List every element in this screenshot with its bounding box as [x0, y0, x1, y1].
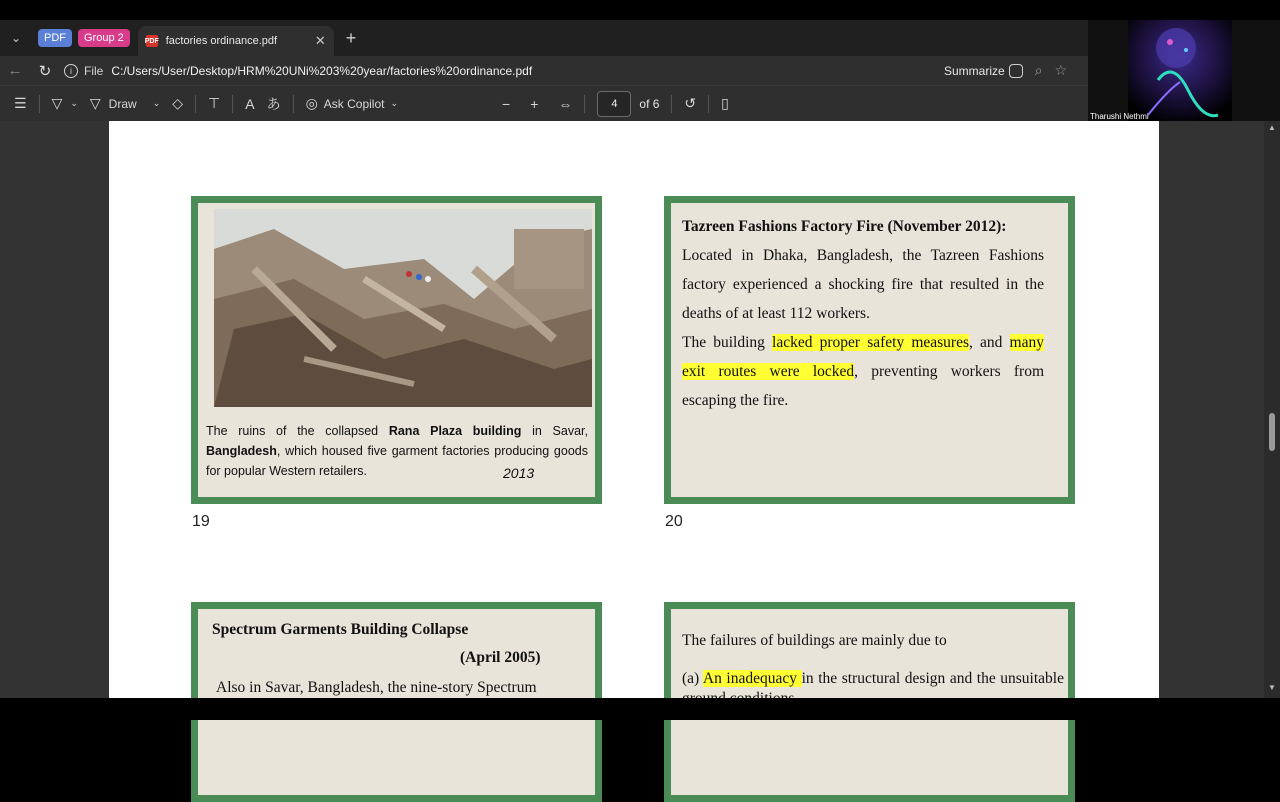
tab-group-pdf[interactable]: PDF	[38, 29, 72, 47]
paragraph-text: , preventing workers from escaping the fire.	[682, 363, 1044, 409]
failures-title: The failures of buildings are mainly due to	[682, 632, 947, 649]
participant-video	[1128, 20, 1232, 125]
draw-chevron-down-icon[interactable]: ⌄	[152, 98, 161, 108]
tab-strip	[0, 20, 1088, 56]
fit-to-width-icon[interactable]: ⇔	[558, 95, 573, 112]
video-call-overlay[interactable]	[1088, 20, 1280, 125]
paragraph-text: , and	[969, 334, 1010, 351]
screen-top-bar	[0, 0, 1280, 20]
participant-avatar-art	[1128, 20, 1232, 125]
new-tab-plus-icon[interactable]: +	[345, 27, 357, 48]
url-text[interactable]: C:/Users/User/Desktop/HRM%20UNi%203%20year/factories%20ordinance.pdf	[111, 63, 533, 78]
page-total-label: of 6	[639, 96, 660, 111]
item-text: in the structural design and the unsuitable	[801, 670, 1064, 687]
toolbar-divider	[708, 95, 709, 113]
tab-title: factories ordinance.pdf	[165, 35, 278, 47]
pdf-toolbar	[0, 85, 1088, 121]
pdf-page[interactable]	[109, 121, 1159, 698]
highlight-safety-measures[interactable]: lacked proper safety measures	[772, 334, 970, 351]
tab-actions-chevron-down-icon[interactable]: ⌄	[10, 31, 22, 45]
copilot-icon	[1009, 64, 1023, 78]
rana-plaza-ruins-image	[214, 209, 592, 407]
read-aloud-icon[interactable]: A	[245, 95, 255, 112]
spectrum-date: (April 2005)	[460, 649, 541, 666]
zoom-icon[interactable]: ⌕	[1034, 62, 1043, 78]
highlighter-icon: ▽	[51, 95, 63, 111]
participant-name: Tharushi Nethmi	[1090, 112, 1149, 121]
scrollbar-thumb[interactable]	[1269, 413, 1275, 451]
highlight-inadequacy[interactable]: An inadequacy	[702, 670, 802, 687]
page-number-20: 20	[665, 513, 683, 530]
scroll-up-icon[interactable]: ▲	[1268, 123, 1276, 132]
zoom-out-minus-icon[interactable]: −	[502, 95, 511, 112]
site-info-icon[interactable]: i	[64, 64, 78, 78]
rana-plaza-card	[191, 196, 602, 504]
page-number-19: 19	[192, 513, 210, 530]
scroll-down-icon[interactable]: ▼	[1268, 683, 1276, 692]
tazreen-title: Tazreen Fashions Factory Fire (November 2012):	[682, 218, 1007, 235]
highlight-exit-routes[interactable]: many exit routes were locked	[682, 334, 1044, 380]
spectrum-title: Spectrum Garments Building Collapse	[212, 621, 469, 638]
item-label: (a)	[682, 670, 703, 687]
highlight-chevron-down-icon[interactable]: ⌄	[70, 98, 78, 108]
address-bar	[0, 56, 1088, 85]
tazreen-paragraph-2	[682, 328, 1044, 415]
draw-label: Draw	[108, 96, 137, 111]
tab-close-icon[interactable]: ✕	[314, 33, 326, 48]
toolbar-divider	[39, 95, 40, 113]
tab-factories-ordinance[interactable]	[138, 26, 334, 56]
caption-bold-rana-plaza: Rana Plaza building	[388, 424, 522, 438]
caption-text: The ruins of the collapsed	[206, 424, 389, 438]
toolbar-divider	[232, 95, 233, 113]
rana-plaza-year: 2013	[503, 465, 535, 481]
ask-copilot-label: Ask Copilot	[323, 96, 385, 111]
tazreen-card	[664, 196, 1075, 504]
vertical-scrollbar[interactable]	[1264, 121, 1280, 698]
page-view-icon[interactable]: ▯	[721, 95, 729, 111]
favorite-star-icon[interactable]: ☆	[1054, 62, 1068, 78]
ask-copilot-button[interactable]	[300, 86, 404, 122]
summarize-button[interactable]	[944, 64, 1023, 78]
url-field[interactable]	[64, 59, 944, 83]
toolbar-divider	[293, 95, 294, 113]
caption-text: , which housed five garment factories producing goods for popular Western retailers.	[206, 444, 588, 478]
toolbar-divider	[584, 95, 585, 113]
summarize-label: Summarize	[944, 63, 1005, 78]
reload-icon[interactable]: ↻	[38, 62, 52, 80]
pen-icon: ▽	[89, 95, 101, 111]
add-text-icon[interactable]: ⊤	[208, 95, 221, 111]
toolbar-divider	[195, 95, 196, 113]
url-scheme-label: File	[84, 63, 104, 78]
copilot-icon: ◎	[305, 95, 318, 111]
caption-bold-bangladesh: Bangladesh	[206, 444, 277, 458]
draw-tool-button[interactable]	[84, 86, 166, 122]
eraser-icon[interactable]: ◇	[172, 95, 184, 111]
tab-group-2[interactable]: Group 2	[78, 29, 130, 47]
back-arrow-icon[interactable]: ←	[7, 62, 23, 79]
tazreen-body	[682, 241, 1044, 415]
toolbar-divider	[671, 95, 672, 113]
zoom-in-plus-icon[interactable]: +	[530, 95, 539, 112]
rotate-icon[interactable]: ↺	[684, 95, 697, 111]
caption-text: in Savar,	[521, 424, 588, 438]
translate-icon[interactable]: あ	[266, 95, 281, 112]
ruins-illustration	[214, 209, 592, 407]
paragraph-text: The building	[682, 334, 773, 351]
pdf-viewer[interactable]	[0, 121, 1280, 698]
pdf-file-icon: PDF	[146, 35, 158, 47]
highlight-tool-button[interactable]	[46, 86, 84, 122]
screen-bottom-bar	[0, 698, 1280, 720]
ask-copilot-chevron-down-icon[interactable]: ⌄	[390, 98, 399, 108]
spectrum-body: Also in Savar, Bangladesh, the nine-story Spectrum	[216, 679, 537, 696]
tazreen-paragraph-1: Located in Dhaka, Bangladesh, the Tazreen Fashions factory experienced a shocking fire that resulted in the deaths of at least 112 workers.	[682, 247, 1044, 322]
table-of-contents-icon[interactable]: ☰	[14, 95, 27, 111]
page-number-input[interactable]: 4	[597, 91, 631, 117]
